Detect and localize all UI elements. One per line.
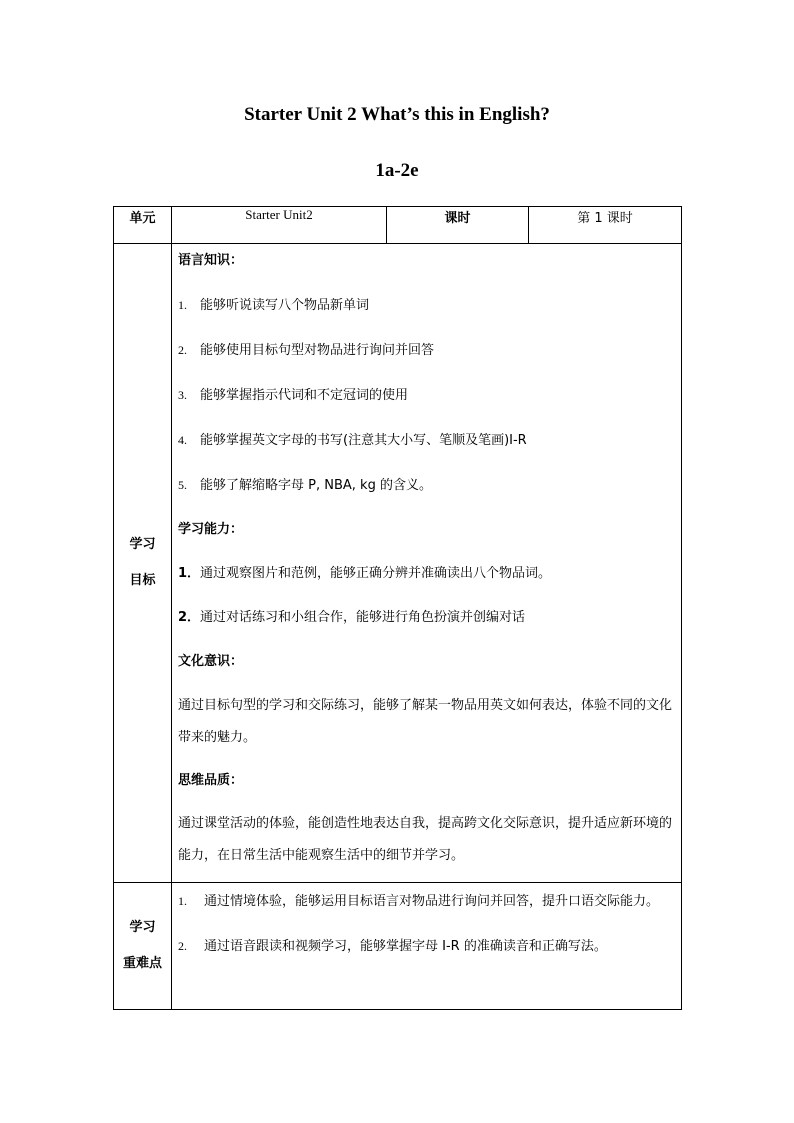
- list-item: 3. 能够掌握指示代词和不定冠词的使用: [178, 388, 409, 403]
- document-title: Starter Unit 2 What’s this in English?: [244, 104, 550, 125]
- learning-ability-heading: 学习能力：: [178, 522, 244, 537]
- objectives-content: [172, 244, 682, 883]
- lesson-label: 课时: [387, 207, 529, 244]
- objectives-row: [114, 244, 682, 883]
- objectives-label-cell: [114, 244, 172, 883]
- cultural-awareness-heading: 文化意识：: [178, 654, 244, 669]
- objectives-label-line1: 学习: [129, 537, 156, 552]
- list-item: 1．通过观察图片和范例，能够正确分辨并准确读出八个物品词。: [178, 566, 552, 581]
- unit-label: 单元: [114, 207, 172, 244]
- list-item: 2. 能够使用目标句型对物品进行询问并回答: [178, 343, 435, 358]
- thinking-quality-heading: 思维品质：: [178, 773, 244, 788]
- lesson-plan-table: [113, 206, 682, 1010]
- language-knowledge-heading: 语言知识：: [178, 253, 244, 268]
- objectives-label-line2: 目标: [129, 573, 156, 588]
- header-row: [114, 207, 682, 244]
- list-item: 2. 通过语音跟读和视频学习，能够掌握字母 I-R 的准确读音和正确写法。: [178, 939, 607, 954]
- unit-value: Starter Unit2: [172, 207, 387, 244]
- list-item: 4. 能够掌握英文字母的书写(注意其大小写、笔顺及笔画)I-R: [178, 433, 527, 448]
- cultural-awareness-text: 通过目标句型的学习和交际练习，能够了解某一物品用英文如何表达，体验不同的文化带来的魅力。: [178, 698, 673, 745]
- key-points-label-line2: 重难点: [122, 956, 162, 971]
- lesson-value: 第 1 课时: [529, 207, 682, 244]
- list-item: 2．通过对话练习和小组合作，能够进行角色扮演并创编对话: [178, 610, 526, 625]
- list-item: 1. 通过情境体验，能够运用目标语言对物品进行询问并回答，提升口语交际能力。: [178, 894, 660, 909]
- key-points-label-cell: [114, 883, 172, 1010]
- thinking-quality-text: 通过课堂活动的体验，能创造性地表达自我，提高跨文化交际意识，提升适应新环境的能力，在日常生活中能观察生活中的细节并学习。: [178, 816, 673, 863]
- key-points-label-line1: 学习: [129, 920, 156, 935]
- key-points-row: [114, 883, 682, 1010]
- lesson-subtitle: 1a-2e: [375, 160, 419, 181]
- key-points-content: [172, 883, 682, 1010]
- list-item: 1. 能够听说读写八个物品新单词: [178, 298, 370, 313]
- list-item: 5. 能够了解缩略字母 P, NBA, kg 的含义。: [178, 478, 432, 493]
